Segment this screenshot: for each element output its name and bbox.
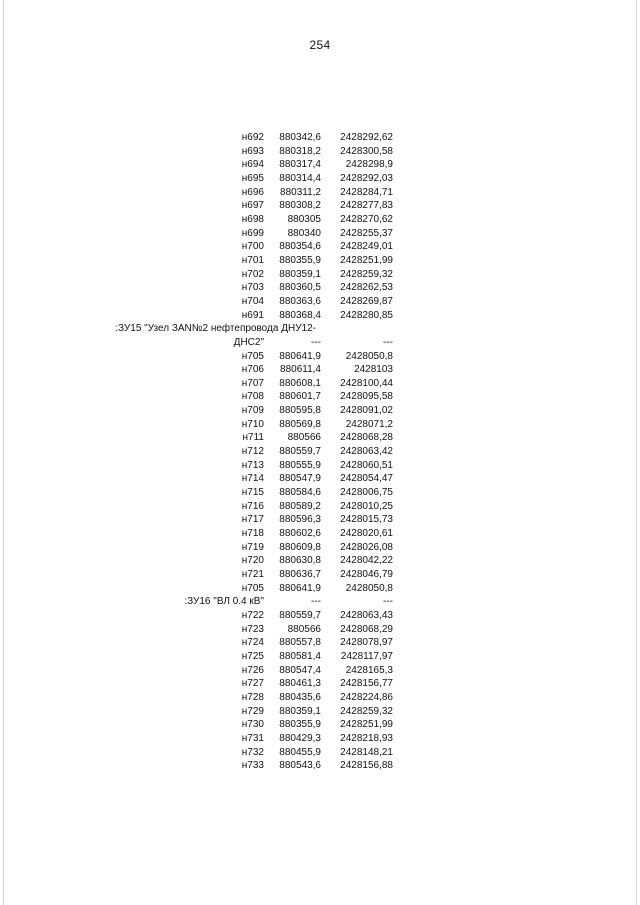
x-coordinate-cell: ---	[311, 336, 321, 348]
y-coordinate-cell: 2428165,3	[345, 664, 393, 676]
page-number: 254	[309, 38, 331, 52]
point-id-cell: н732	[241, 746, 264, 758]
x-coordinate-cell: 880355,9	[279, 719, 321, 731]
y-coordinate-cell: 2428284,71	[340, 186, 393, 198]
table-row	[140, 664, 400, 678]
point-id-cell: н712	[241, 446, 264, 458]
table-row	[140, 595, 400, 609]
x-coordinate-cell: 880359,1	[279, 705, 321, 717]
x-coordinate-cell: 880559,7	[279, 446, 321, 458]
point-id-cell: н693	[241, 145, 264, 157]
x-coordinate-cell: 880595,8	[279, 405, 321, 417]
point-id-cell: н715	[241, 487, 264, 499]
table-row	[140, 268, 400, 282]
y-coordinate-cell: 2428091,02	[340, 405, 393, 417]
table-row	[140, 254, 400, 268]
y-coordinate-cell: 2428020,61	[340, 528, 393, 540]
x-coordinate-cell: 880354,6	[279, 241, 321, 253]
x-coordinate-cell: 880311,2	[280, 186, 321, 198]
table-row	[140, 732, 400, 746]
y-coordinate-cell: 2428046,79	[340, 569, 393, 580]
x-coordinate-cell: 880543,6	[279, 760, 321, 772]
table-row	[140, 500, 400, 514]
point-id-cell: н696	[241, 186, 264, 198]
y-coordinate-cell: 2428280,85	[340, 309, 393, 321]
y-coordinate-cell: 2428148,21	[340, 746, 393, 758]
point-id-cell: н720	[241, 555, 264, 567]
y-coordinate-cell: 2428054,47	[340, 473, 393, 485]
x-coordinate-cell: 880596,3	[279, 514, 321, 526]
y-coordinate-cell: 2428068,29	[340, 623, 393, 635]
table-row	[140, 459, 400, 473]
table-row	[140, 295, 400, 309]
y-coordinate-cell: 2428042,22	[340, 555, 393, 567]
table-row	[140, 390, 400, 404]
point-id-cell: н721	[241, 569, 264, 580]
y-coordinate-cell: 2428270,62	[340, 213, 393, 225]
y-coordinate-cell: 2428269,87	[340, 295, 393, 307]
x-coordinate-cell: 880340	[287, 227, 321, 239]
table-row	[140, 677, 400, 691]
y-coordinate-cell: 2428300,58	[340, 145, 393, 157]
point-id-cell: н731	[241, 732, 264, 744]
table-row	[140, 404, 400, 418]
y-coordinate-cell: 2428060,51	[340, 459, 393, 471]
y-coordinate-cell: 2428095,58	[340, 391, 393, 403]
point-id-cell: н728	[241, 691, 264, 703]
table-row	[140, 445, 400, 459]
table-row	[140, 527, 400, 541]
x-coordinate-cell: ---	[311, 596, 321, 608]
y-coordinate-cell: 2428262,53	[340, 282, 393, 294]
point-id-cell: н705	[241, 582, 264, 594]
table-row	[140, 377, 400, 391]
table-row	[140, 172, 400, 186]
table-row	[140, 186, 400, 200]
point-id-cell: н697	[241, 200, 264, 212]
point-id-cell: н706	[241, 364, 264, 376]
table-row	[140, 363, 400, 377]
y-coordinate-cell: 2428249,01	[340, 241, 393, 253]
y-coordinate-cell: 2428071,2	[345, 418, 393, 430]
point-id-cell: н695	[241, 172, 264, 184]
point-id-cell: н722	[241, 609, 264, 621]
table-row	[140, 227, 400, 241]
x-coordinate-cell: 880555,9	[279, 459, 321, 471]
x-coordinate-cell: 880363,6	[279, 295, 321, 307]
x-coordinate-cell: 880359,1	[279, 268, 321, 280]
table-row	[140, 568, 400, 582]
table-row	[140, 746, 400, 760]
x-coordinate-cell: 880455,9	[279, 746, 321, 758]
point-id-cell: н719	[241, 541, 264, 553]
table-row	[140, 240, 400, 254]
point-id-cell: н707	[241, 377, 264, 389]
x-coordinate-cell: 880305	[287, 213, 321, 225]
y-coordinate-cell: 2428117,97	[340, 650, 393, 662]
y-coordinate-cell: 2428298,9	[345, 159, 393, 171]
x-coordinate-cell: 880608,1	[279, 377, 321, 389]
y-coordinate-cell: 2428251,99	[340, 254, 393, 266]
point-id-cell: н730	[241, 719, 264, 731]
point-id-cell: н723	[241, 623, 264, 635]
x-coordinate-cell: 880589,2	[279, 500, 321, 512]
scan-edge-left	[3, 0, 4, 905]
section-heading: :ЗУ16 "ВЛ 0.4 кВ"	[184, 596, 264, 608]
point-id-cell: н729	[241, 705, 264, 717]
point-id-cell: н704	[241, 295, 264, 307]
x-coordinate-cell: 880342,6	[279, 132, 321, 143]
x-coordinate-cell: 880547,9	[279, 473, 321, 485]
x-coordinate-cell: 880308,2	[279, 200, 321, 212]
point-id-cell: н725	[241, 650, 264, 662]
y-coordinate-cell: 2428156,77	[340, 678, 393, 690]
point-id-cell: н714	[241, 473, 264, 485]
table-row	[140, 650, 400, 664]
table-row	[140, 309, 400, 323]
x-coordinate-cell: 880566	[287, 432, 321, 444]
scan-edge-right	[636, 0, 637, 905]
table-row	[140, 131, 400, 145]
y-coordinate-cell: 2428050,8	[345, 582, 393, 594]
point-id-cell: н694	[241, 159, 264, 171]
table-row	[140, 350, 400, 364]
y-coordinate-cell: 2428103	[354, 364, 393, 376]
point-id-cell: н703	[241, 282, 264, 294]
x-coordinate-cell: 880601,7	[279, 391, 321, 403]
x-coordinate-cell: 880435,6	[279, 691, 321, 703]
y-coordinate-cell: 2428006,75	[340, 487, 393, 499]
y-coordinate-cell: ---	[383, 596, 393, 608]
y-coordinate-cell: 2428218,93	[340, 732, 393, 744]
point-id-cell: н705	[241, 350, 264, 362]
coordinates-table	[115, 131, 400, 773]
table-row	[140, 623, 400, 637]
table-row	[140, 336, 400, 350]
y-coordinate-cell: ---	[383, 336, 393, 348]
table-row	[140, 145, 400, 159]
point-id-cell: н702	[241, 268, 264, 280]
point-id-cell: н724	[241, 637, 264, 649]
point-id-cell: н713	[241, 459, 264, 471]
y-coordinate-cell: 2428224,86	[340, 691, 393, 703]
x-coordinate-cell: 880611,4	[280, 364, 321, 376]
y-coordinate-cell: 2428026,08	[340, 541, 393, 553]
y-coordinate-cell: 2428063,42	[340, 446, 393, 458]
y-coordinate-cell: 2428050,8	[345, 350, 393, 362]
table-row	[140, 486, 400, 500]
y-coordinate-cell: 2428063,43	[340, 609, 393, 621]
x-coordinate-cell: 880630,8	[279, 555, 321, 567]
table-row	[140, 636, 400, 650]
y-coordinate-cell: 2428292,03	[340, 172, 393, 184]
point-id-cell: н727	[241, 678, 264, 690]
x-coordinate-cell: 880566	[287, 623, 321, 635]
table-row	[140, 554, 400, 568]
y-coordinate-cell: 2428277,83	[340, 200, 393, 212]
x-coordinate-cell: 880317,4	[279, 159, 321, 171]
x-coordinate-cell: 880636,7	[279, 569, 321, 580]
x-coordinate-cell: 880602,6	[279, 528, 321, 540]
section-heading-continuation: ДНС2"	[233, 336, 264, 348]
y-coordinate-cell: 2428255,37	[340, 227, 393, 239]
table-row	[140, 199, 400, 213]
table-row	[140, 691, 400, 705]
y-coordinate-cell: 2428259,32	[340, 268, 393, 280]
point-id-cell: н717	[241, 514, 264, 526]
point-id-cell: н733	[241, 760, 264, 772]
section-heading: :ЗУ15 "Узел ЗАN№2 нефтепровода ДНУ12-	[115, 323, 316, 335]
table-row	[140, 472, 400, 486]
y-coordinate-cell: 2428292,62	[340, 132, 393, 143]
y-coordinate-cell: 2428100,44	[340, 377, 393, 389]
table-row	[140, 213, 400, 227]
point-id-cell: н692	[241, 132, 264, 143]
x-coordinate-cell: 880360,5	[279, 282, 321, 294]
point-id-cell: н691	[241, 309, 264, 321]
y-coordinate-cell: 2428078,97	[340, 637, 393, 649]
x-coordinate-cell: 880581,4	[279, 650, 321, 662]
x-coordinate-cell: 880641,9	[279, 582, 321, 594]
y-coordinate-cell: 2428259,32	[340, 705, 393, 717]
y-coordinate-cell: 2428251,99	[340, 719, 393, 731]
x-coordinate-cell: 880584,6	[279, 487, 321, 499]
table-row	[140, 418, 400, 432]
x-coordinate-cell: 880368,4	[279, 309, 321, 321]
point-id-cell: н699	[241, 227, 264, 239]
x-coordinate-cell: 880318,2	[279, 145, 321, 157]
point-id-cell: н698	[241, 213, 264, 225]
y-coordinate-cell: 2428068,28	[340, 432, 393, 444]
point-id-cell: н708	[241, 391, 264, 403]
y-coordinate-cell: 2428156,88	[340, 760, 393, 772]
point-id-cell: н718	[241, 528, 264, 540]
table-row	[140, 158, 400, 172]
x-coordinate-cell: 880559,7	[279, 609, 321, 621]
y-coordinate-cell: 2428010,25	[340, 500, 393, 512]
x-coordinate-cell: 880609,8	[279, 541, 321, 553]
point-id-cell: н716	[241, 500, 264, 512]
x-coordinate-cell: 880355,9	[279, 254, 321, 266]
x-coordinate-cell: 880547,4	[279, 664, 321, 676]
table-row	[140, 431, 400, 445]
table-row	[140, 582, 400, 596]
table-row	[140, 705, 400, 719]
point-id-cell: н726	[241, 664, 264, 676]
x-coordinate-cell: 880314,4	[279, 172, 321, 184]
x-coordinate-cell: 880429,3	[279, 732, 321, 744]
point-id-cell: н709	[241, 405, 264, 417]
point-id-cell: н701	[241, 254, 264, 266]
table-row	[140, 718, 400, 732]
x-coordinate-cell: 880557,8	[279, 637, 321, 649]
table-row	[140, 281, 400, 295]
table-row	[140, 609, 400, 623]
point-id-cell: н700	[241, 241, 264, 253]
table-row	[140, 513, 400, 527]
point-id-cell: н711	[242, 432, 264, 444]
x-coordinate-cell: 880461,3	[279, 678, 321, 690]
table-row	[140, 759, 400, 773]
point-id-cell: н710	[241, 418, 264, 430]
table-row	[140, 541, 400, 555]
y-coordinate-cell: 2428015,73	[340, 514, 393, 526]
x-coordinate-cell: 880569,8	[279, 418, 321, 430]
x-coordinate-cell: 880641,9	[279, 350, 321, 362]
